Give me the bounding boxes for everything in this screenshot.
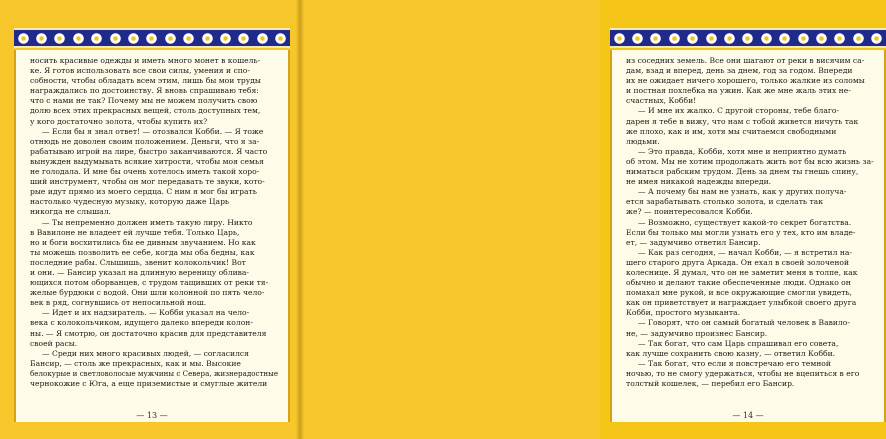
left-page (0, 0, 300, 439)
text-line: шего старого друга Аркада. Он ехал в своей золоченой (626, 257, 850, 267)
daisy-ornament-icon (742, 33, 753, 44)
daisy-ornament-icon (18, 33, 29, 44)
text-line: из соседних земель. Все они шагают от реки в висячим са- (626, 56, 865, 65)
text-line: Если бы только мы могли узнать его у тех, кто им владе- (626, 227, 856, 237)
text-line: настолько чудесную музыку, которую даже Царь (30, 197, 230, 207)
text-line: — А почему бы нам не узнать, как у других получа- (638, 187, 847, 197)
text-line: счастных, Кобби! (626, 96, 697, 106)
text-line: об этом. Мы не хотим продолжать жить вот бы всю жизнь за- (626, 156, 874, 166)
text-line: долю всех этих прекрасных вещей, столь доступных тем, (30, 106, 261, 116)
text-line: но и боги восхитились бы ее дивным звучанием. Но как (30, 237, 256, 247)
text-line: и они. — Бансир указал на длинную вереницу облива- (30, 267, 249, 277)
text-panel-right (610, 50, 886, 422)
text-line: отнюдь не доволен своим положением. Деньги, что я за- (30, 136, 260, 146)
text-line: и постная похлебка на ужин. Как же мне жаль этих не- (626, 86, 851, 96)
text-line: желые бурдюки с водой. Они шли колонной по пять чело- (30, 288, 265, 298)
text-line: — Так богат, что сам Царь спрашивал его совета, (638, 338, 839, 348)
text-line: ночью, то не смогу удержаться, чтобы не вцепиться в его (626, 368, 860, 378)
daisy-ornament-icon (183, 33, 194, 44)
text-line: не, — задумчиво произнес Бансир. (626, 328, 768, 338)
text-line: людьми. (626, 136, 660, 146)
text-line: как лучше сохранить свою казну, — ответил Кобби. (626, 348, 836, 358)
text-line: ется зарабатывать столько золота, и сделать так (626, 197, 823, 207)
text-line: ющихся потом оборванцев, с трудом тащивших от реки тя- (30, 278, 269, 288)
daisy-ornament-icon (687, 33, 698, 44)
daisy-ornament-icon (798, 33, 809, 44)
text-line: — Так богат, что если я повстречаю его темной (638, 358, 831, 368)
daisy-ornament-icon (146, 33, 157, 44)
text-line: как он приветствует и награждает улыбкой своего друга (626, 298, 857, 308)
text-line: колеснице. Я думал, что он не заметит меня в толпе, как (626, 267, 858, 277)
text-line: — Это правда, Кобби, хотя мне и неприятно думать (638, 146, 847, 156)
daisy-ornament-icon (128, 33, 139, 44)
text-line: — Если бы я знал ответ! — отозвался Кобби. — Я тоже (42, 126, 264, 136)
daisy-ornament-icon (724, 33, 735, 44)
daisy-ornament-icon (202, 33, 213, 44)
daisy-ornament-icon (871, 33, 882, 44)
daisy-ornament-icon (706, 33, 717, 44)
body-text-right (626, 56, 874, 389)
text-line: — Среди них много красивых людей, — согласился (42, 348, 249, 358)
ornament-band-right (610, 28, 886, 48)
book-gutter (296, 0, 304, 439)
daisy-ornament-icon (220, 33, 231, 44)
text-line: не голодала. И мне бы очень хотелось иметь такой хоро- (30, 167, 260, 177)
text-line: — Как раз сегодня, — начал Кобби, — я встретил на- (638, 247, 852, 257)
text-line: — Говорят, что он самый богатый человек в Вавило- (638, 318, 850, 328)
text-line: ет, — задумчиво ответил Бансир. (626, 237, 761, 247)
text-line: белокурые и светловолосые мужчины с Севера, жизнерадостные (30, 368, 279, 378)
text-line: же? — поинтересовался Кобби. (626, 207, 753, 217)
text-line: чернокожие с Юга, а еще приземистые и смуглые жители (30, 379, 268, 388)
text-line: ке. Я готов использовать все свои силы, умения и спо- (30, 66, 250, 76)
text-line: их не ожидает ничего хорошего, только жалкие из соломы (626, 76, 865, 86)
daisy-ornament-icon (650, 33, 661, 44)
daisy-ornament-icon (54, 33, 65, 44)
text-line: в Вавилоне не владеет ей лучше тебя. Только Царь, (30, 227, 240, 237)
daisy-ornament-icon (36, 33, 47, 44)
right-page (300, 0, 874, 439)
page-number-left: — 13 — (136, 411, 168, 420)
text-line: века с колокольчиком, идущего далеко впереди колон- (30, 318, 253, 328)
text-line: рые идут прямо из моего сердца. С ним я мог бы играть (30, 187, 257, 197)
text-line: — И мне их жалко. С другой стороны, тебе благо- (638, 106, 840, 116)
text-line: дарен я тебе в вижу, что нам с тобой живется ничуть так (626, 116, 859, 126)
text-line: — Возможно, существует какой-то секрет богатства. (638, 217, 852, 227)
daisy-ornament-icon (110, 33, 121, 44)
text-line: носить красивые одежды и иметь много монет в кошель- (30, 56, 261, 65)
text-line: же плохо, как и им, хотя мы считаемся свободными (626, 126, 837, 136)
daisy-ornament-icon (165, 33, 176, 44)
daisy-ornament-icon (632, 33, 643, 44)
text-line: век в ряд, согнувшись от непосильной нош. (30, 298, 207, 308)
daisy-ornament-icon (816, 33, 827, 44)
daisy-ornament-icon (614, 33, 625, 44)
text-line: своей расы. (30, 338, 78, 348)
text-panel-left (14, 50, 290, 422)
text-line: — Ты непременно должен иметь такую лиру. Никто (42, 217, 253, 227)
page-number-right: — 14 — (732, 411, 764, 420)
text-line: толстый кошелек, — перебил его Бансир. (626, 379, 795, 388)
text-line: награждались по достоинству. Я вновь спрашиваю тебя: (30, 86, 259, 96)
daisy-ornament-icon (669, 33, 680, 44)
daisy-ornament-icon (779, 33, 790, 44)
daisy-ornament-icon (91, 33, 102, 44)
daisy-ornament-icon (275, 33, 286, 44)
text-line: помахал мне рукой, и все окружающие смогли увидеть, (626, 288, 852, 298)
text-line: Кобби, простого музыканта. (626, 308, 741, 318)
text-line: обычно и делают такие обеспеченные люди. Однако он (626, 278, 851, 288)
daisy-ornament-icon (761, 33, 772, 44)
text-line: собности, чтобы обладать всем этим, лишь бы мои труды (30, 76, 261, 86)
text-line: не имея никакой надежды впереди. (626, 177, 772, 187)
body-text-left (30, 56, 278, 389)
text-line: никогда не слышал. (30, 207, 111, 217)
daisy-ornament-icon (73, 33, 84, 44)
text-line: ты можешь позволить ее себе, когда мы оба бедны, как (30, 247, 255, 257)
text-line: рабатываю игрой на лире, быстро заканчиваются. Я часто (30, 146, 268, 156)
daisy-ornament-icon (238, 33, 249, 44)
daisy-ornament-icon (257, 33, 268, 44)
daisy-ornament-icon (853, 33, 864, 44)
text-line: последние рабы. Слышишь, звенит колокольчик! Вот (30, 257, 246, 267)
ornament-band-left (14, 28, 290, 48)
text-line: ны. — Я смотрю, он достаточно красив для представителя (30, 328, 267, 338)
text-line: ниматься рабским трудом. День за днем ты гнешь спину, (626, 167, 859, 177)
text-line: вынужден выдумывать всякие хитрости, чтобы моя семья (30, 156, 264, 166)
daisy-ornament-icon (834, 33, 845, 44)
text-line: что с нами не так? Почему мы не можем получить свою (30, 96, 258, 106)
text-line: у кого достаточно золота, чтобы купить их? (30, 116, 208, 126)
text-line: дам, взад и вперед, день за днем, год за годом. Впереди (626, 66, 853, 76)
text-line: ший инструмент, чтобы он мог передавать те звуки, кото- (30, 177, 265, 187)
text-line: — Идет и их надзиратель. — Кобби указал на чело- (42, 308, 250, 318)
text-line: Бансир, — столь же прекрасных, как и мы. Высокие (30, 358, 241, 368)
